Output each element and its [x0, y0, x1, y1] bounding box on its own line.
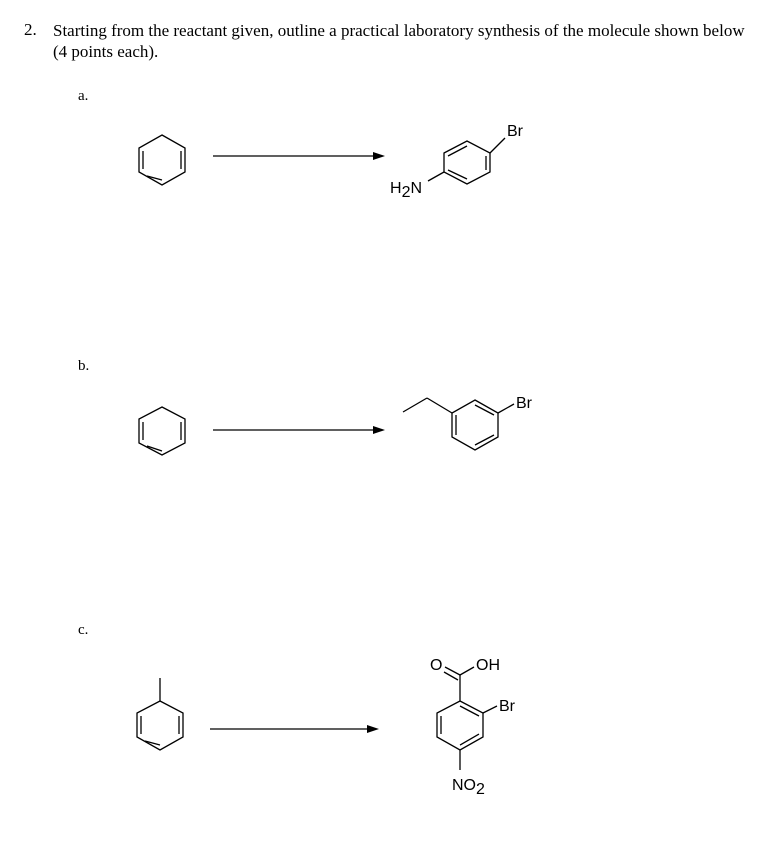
part-a-label: a.	[78, 88, 89, 104]
part-a-scheme	[0, 110, 784, 220]
part-c-reaction-arrow	[210, 725, 379, 733]
part-a-amine-label: H2N	[390, 180, 423, 201]
part-c-label: c.	[78, 622, 89, 638]
part-c-scheme	[0, 650, 784, 810]
part-c-product	[430, 657, 516, 798]
part-b-reaction-arrow	[213, 426, 385, 434]
part-c-reactant-toluene	[137, 678, 183, 750]
part-b-label: b.	[78, 358, 90, 374]
part-c-oh-label: OH	[476, 657, 500, 674]
part-a-reactant-benzene	[139, 135, 185, 185]
part-a-reaction-arrow	[213, 152, 385, 160]
part-c-o-label: O	[430, 657, 443, 674]
part-b-reactant-benzene	[139, 407, 185, 455]
part-a-product	[390, 123, 524, 201]
part-b-scheme	[0, 385, 784, 465]
question-number: 2.	[24, 20, 37, 39]
part-c-br-label: Br	[499, 698, 515, 715]
part-a-br-label: Br	[507, 123, 523, 140]
part-c-nitro-label: NO2	[452, 777, 485, 798]
question-text: Starting from the reactant given, outline a practical laboratory synthesis of the molecule shown below (4 points each).	[53, 21, 745, 61]
part-b-br-label: Br	[516, 395, 532, 412]
part-b-product	[403, 395, 533, 450]
